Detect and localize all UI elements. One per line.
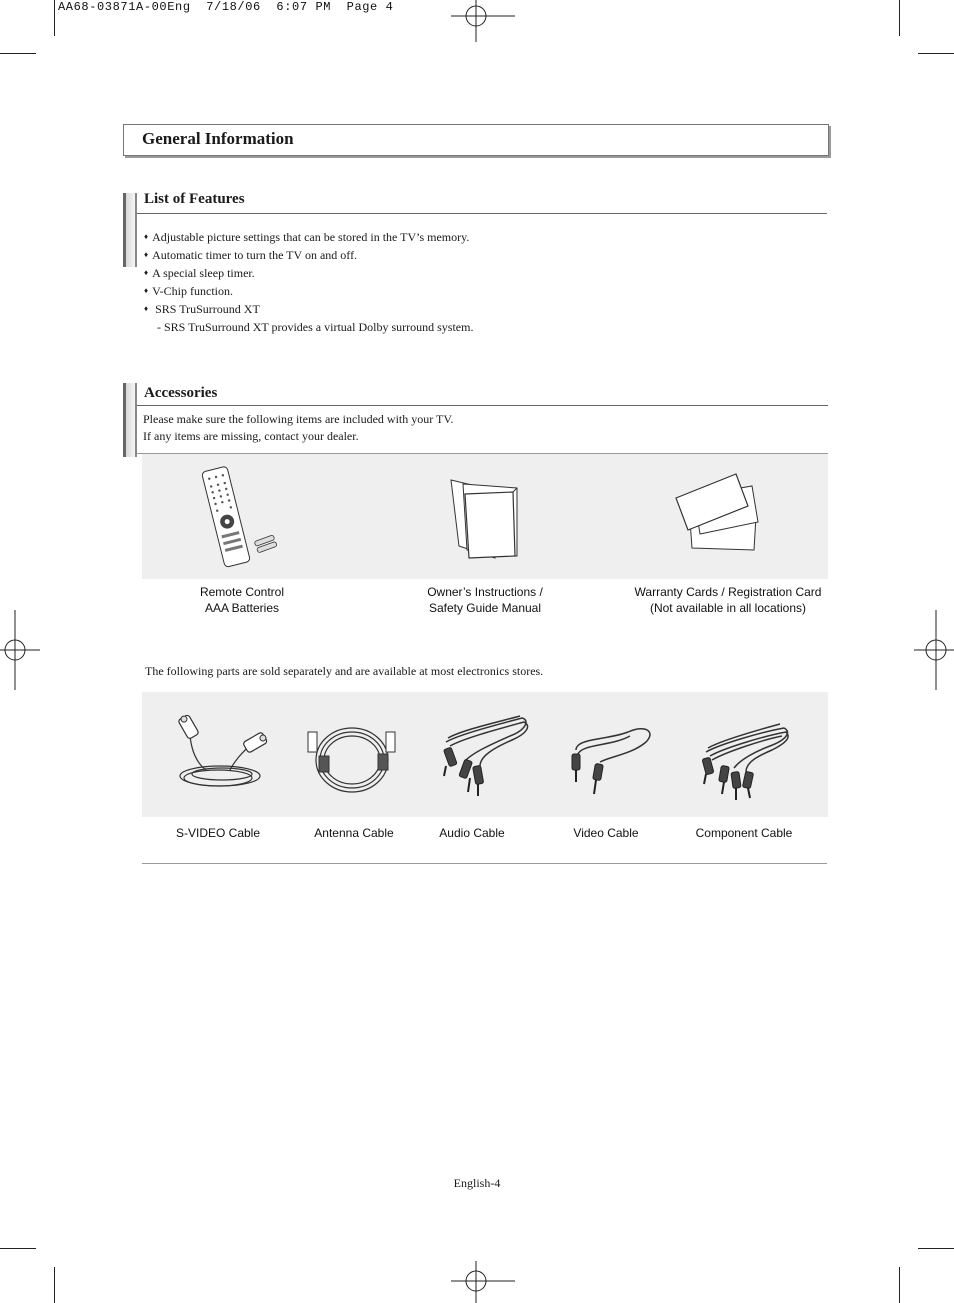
page-title: General Information: [142, 129, 294, 148]
manual-booklet-icon: [445, 474, 525, 566]
feature-list-item: ♦ Adjustable picture settings that can be stored in the TV’s memory.: [144, 230, 470, 244]
diamond-bullet-icon: ♦: [144, 268, 149, 277]
accessories-intro: If any items are missing, contact your dealer.: [143, 429, 359, 443]
separate-parts-note: The following parts are sold separately and are available at most electronics stores.: [145, 664, 544, 678]
divider: [142, 863, 827, 864]
section-marker-bar: [123, 193, 137, 267]
accessory-caption: Antenna Cable: [314, 826, 394, 840]
audio-cable-icon: [440, 714, 532, 798]
video-cable-icon: [568, 720, 658, 796]
component-cable-icon: [700, 722, 792, 802]
antenna-cable-icon: [302, 720, 402, 796]
accessory-caption: Remote Control AAA Batteries: [199, 585, 285, 615]
feature-sub-item: - SRS TruSurround XT provides a virtual Dolby surround system.: [157, 320, 474, 334]
registration-mark-icon: [451, 0, 515, 42]
accessory-caption: Warranty Cards / Registration Card (Not available in all locations): [634, 585, 822, 615]
diamond-bullet-icon: ♦: [144, 304, 149, 313]
print-slug: AA68-03871A-00Eng 7/18/06 6:07 PM Page 4: [58, 0, 394, 14]
feature-list-item: ♦ SRS TruSurround XT: [144, 302, 260, 316]
accessory-caption: Component Cable: [695, 826, 793, 840]
section-header-box: [123, 124, 829, 156]
accessory-caption: Audio Cable: [439, 826, 505, 840]
accessories-title: Accessories: [144, 385, 218, 401]
diamond-bullet-icon: ♦: [144, 250, 149, 259]
s-video-cable-icon: [172, 712, 268, 794]
accessory-caption: Owner’s Instructions / Safety Guide Manual: [427, 585, 543, 615]
divider: [137, 405, 828, 406]
features-title: List of Features: [144, 191, 245, 207]
diamond-bullet-icon: ♦: [144, 232, 149, 241]
feature-list-item: ♦ A special sleep timer.: [144, 266, 255, 280]
feature-list-item: ♦ Automatic timer to turn the TV on and off.: [144, 248, 358, 262]
accessories-intro: Please make sure the following items are included with your TV.: [143, 412, 454, 426]
feature-list-item: ♦ V-Chip function.: [144, 284, 233, 298]
registration-mark-icon: [0, 610, 40, 690]
accessory-caption: S-VIDEO Cable: [175, 826, 261, 840]
accessory-caption: Video Cable: [573, 826, 639, 840]
registration-mark-icon: [451, 1261, 515, 1303]
warranty-cards-icon: [672, 470, 764, 554]
remote-control-icon: [195, 462, 285, 572]
section-marker-bar: [123, 383, 137, 457]
divider: [137, 213, 827, 214]
page-number: English-4: [453, 1176, 501, 1190]
registration-mark-icon: [914, 610, 954, 690]
diamond-bullet-icon: ♦: [144, 286, 149, 295]
